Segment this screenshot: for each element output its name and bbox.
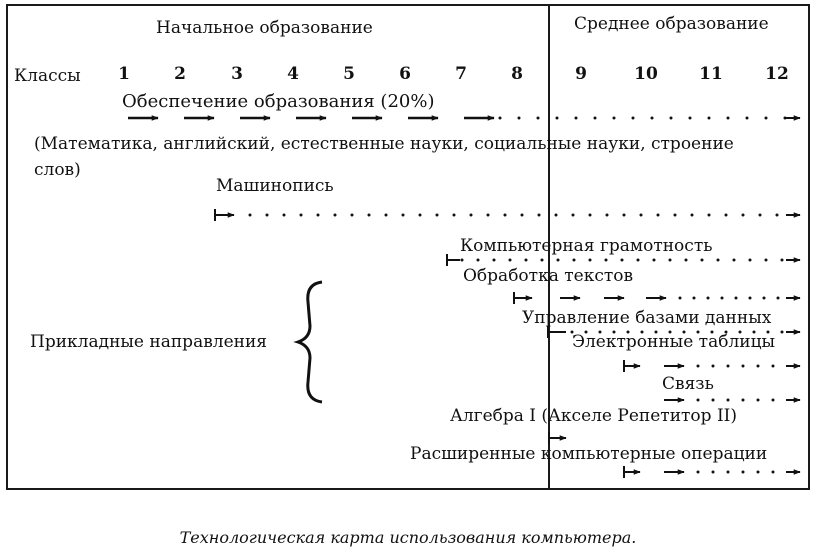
grades-label: Классы [14, 66, 81, 86]
grade-number: 12 [765, 64, 789, 84]
core-subjects-note: (Математика, английский, естественные науки, социальные науки, строение [34, 134, 734, 154]
computer-literacy-label: Компьютерная грамотность [460, 236, 713, 256]
grade-number: 9 [575, 64, 587, 84]
grade-number: 5 [343, 64, 355, 84]
grade-number: 6 [399, 64, 411, 84]
advanced-operations-label: Расширенные компьютерные операции [410, 444, 768, 464]
applied-directions-label: Прикладные направления [30, 332, 268, 352]
algebra-label: Алгебра I (Акселе Репетитор II) [450, 406, 738, 426]
grade-number: 2 [174, 64, 186, 84]
grade-number: 11 [699, 64, 723, 84]
grade-number: 3 [231, 64, 243, 84]
spreadsheets-arrows [624, 360, 684, 372]
figure-caption: Технологическая карта использования компьютера. [179, 528, 637, 547]
core-subjects-note-continued: слов) [34, 160, 81, 180]
advanced-operations-arrows [624, 466, 684, 478]
grade-number: 8 [511, 64, 523, 84]
typing-label: Машинопись [216, 176, 334, 196]
text-processing-arrows [514, 292, 666, 304]
primary-education-heading: Начальное образование [156, 18, 373, 38]
applied-directions-brace [298, 282, 322, 402]
algebra-arrow [549, 432, 566, 444]
core-education-title: Обеспечение образования (20%) [122, 91, 435, 112]
grade-number: 1 [118, 64, 130, 84]
secondary-education-heading: Среднее образование [574, 14, 769, 34]
database-management-label: Управление базами данных [522, 308, 772, 328]
grade-number: 4 [287, 64, 299, 84]
grade-number: 10 [634, 64, 658, 84]
database-arrows [548, 326, 566, 338]
literacy-start-marker [447, 254, 460, 266]
communication-label: Связь [662, 374, 714, 394]
grade-number: 7 [455, 64, 467, 84]
text-processing-label: Обработка текстов [463, 266, 634, 286]
typing-start-marker [215, 209, 234, 221]
spreadsheets-label: Электронные таблицы [572, 332, 776, 352]
